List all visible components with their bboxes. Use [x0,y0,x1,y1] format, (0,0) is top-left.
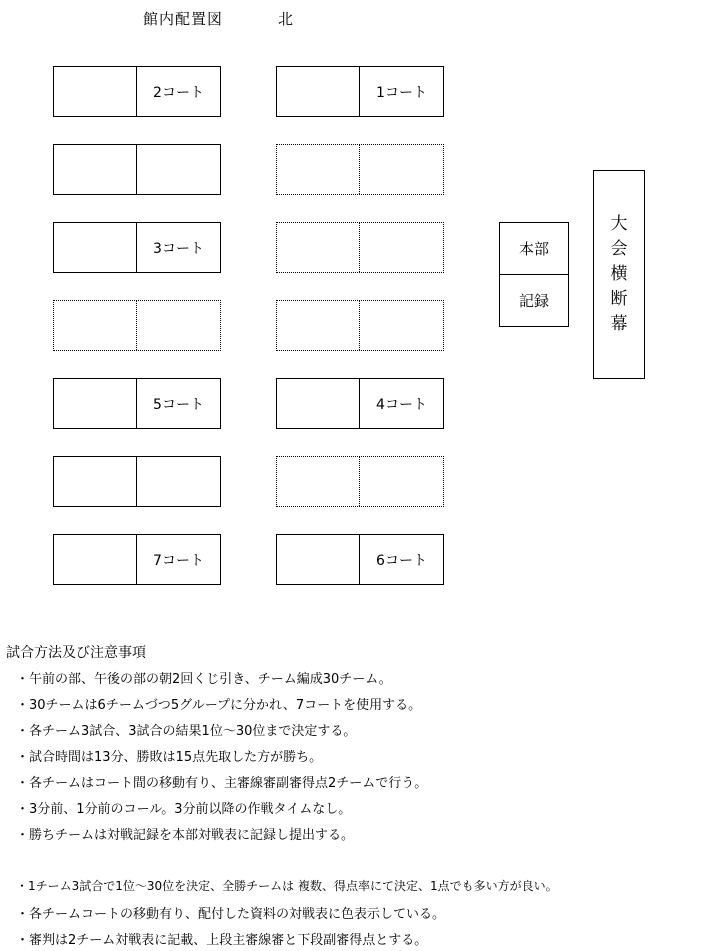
court-label: 1コート [376,84,427,101]
court-half [54,457,137,506]
court-label: 5コート [153,396,204,413]
court-half [54,379,137,428]
court-label: 4コート [376,396,427,413]
court-label: 7コート [153,552,204,569]
court-half [277,301,360,350]
court-3 [53,222,221,273]
court-unlabeled [53,144,221,195]
page-title: 館内配置図 [143,10,224,28]
note-item: ・勝ちチームは対戦記録を本部対戦表に記録し提出する。 [16,828,355,843]
note-item: ・審判は2チーム対戦表に記載、上段主審線審と下段副審得点とする。 [16,933,428,948]
court-4 [276,378,444,429]
court-5 [53,378,221,429]
court-half [54,223,137,272]
court-reserve [276,300,444,351]
court-reserve [276,456,444,507]
court-1 [276,66,444,117]
court-6 [276,534,444,585]
court-half [360,145,443,194]
banner-char: 大 [610,214,628,234]
headquarters-box [499,222,569,327]
court-half [360,457,443,506]
court-label: 6コート [376,552,427,569]
banner-char: 会 [610,239,628,259]
note-item: ・午前の部、午後の部の朝2回くじ引き、チーム編成30チーム。 [16,672,392,687]
banner-char: 幕 [610,314,628,334]
banner-char: 横 [610,264,628,284]
court-half [54,145,137,194]
note-item: ・試合時間は13分、勝敗は15点先取した方が勝ち。 [16,750,323,765]
note-item: ・各チームはコート間の移動有り、主審線審副審得点2チームで行う。 [16,776,428,791]
banner-char: 断 [610,289,628,309]
court-half [54,301,137,350]
north-label: 北 [278,10,294,28]
court-half [277,457,360,506]
court-half [360,223,443,272]
court-2 [53,66,221,117]
headquarters-label: 本部 [500,223,568,275]
court-7 [53,534,221,585]
court-label: 3コート [153,240,204,257]
court-half [277,379,360,428]
note-item: ・3分前、1分前のコール。3分前以降の作戦タイムなし。 [16,802,352,817]
tournament-banner [593,170,645,379]
court-half [360,301,443,350]
court-reserve [53,300,221,351]
note-item: ・30チームは6チームづつ5グループに分かれ、7コートを使用する。 [16,698,422,713]
notes-heading: 試合方法及び注意事項 [6,645,146,661]
records-label: 記録 [518,291,549,310]
note-item: ・各チームコートの移動有り、配付した資料の対戦表に色表示している。 [16,907,446,922]
note-item: ・各チーム3試合、3試合の結果1位～30位まで決定する。 [16,724,357,739]
court-half [54,535,137,584]
court-half [277,223,360,272]
court-unlabeled [53,456,221,507]
court-half [277,535,360,584]
court-reserve [276,144,444,195]
court-reserve [276,222,444,273]
court-half [137,145,220,194]
court-half [54,67,137,116]
note-item: ・1チーム3試合で1位～30位を決定、全勝チームは 複数、得点率にて決定、1点でも多い方が良い。 [16,879,558,893]
court-half [277,67,360,116]
court-label: 2コート [153,84,204,101]
court-half [137,457,220,506]
court-half [137,301,220,350]
court-half [277,145,360,194]
